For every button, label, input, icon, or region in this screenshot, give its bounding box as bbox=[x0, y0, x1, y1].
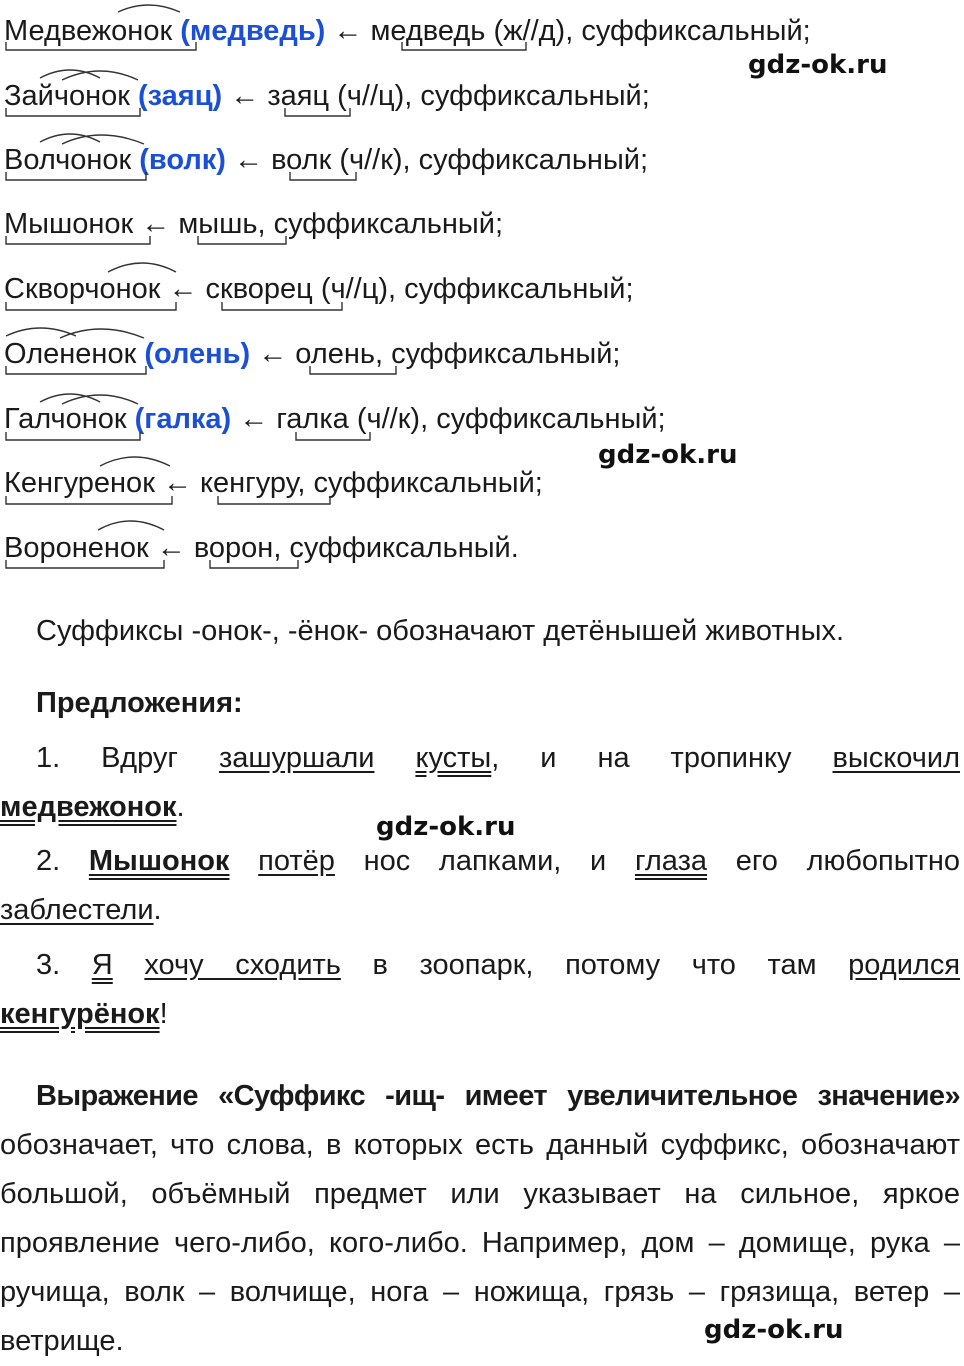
sentence-number: 3. bbox=[36, 949, 61, 981]
base-word: волк bbox=[271, 144, 332, 176]
source-word: (медведь) bbox=[180, 15, 326, 47]
sentence-number: 2. bbox=[36, 845, 61, 877]
note: (ч//ц), суффиксальный; bbox=[312, 273, 634, 305]
predicate: заблестели bbox=[0, 894, 154, 926]
derivation-line bbox=[4, 401, 666, 437]
arrow-icon: ← bbox=[239, 403, 269, 435]
sentence-number: 1. bbox=[36, 742, 61, 774]
predicate: выскочил bbox=[832, 742, 960, 774]
note: , суффиксальный; bbox=[374, 338, 621, 370]
sentence-line bbox=[0, 837, 960, 886]
base-word: кенгуру bbox=[200, 467, 298, 499]
base-word: ворон bbox=[193, 532, 274, 564]
base-word: олень bbox=[295, 338, 375, 370]
subject: кусты bbox=[415, 742, 492, 774]
note: , суффиксальный. bbox=[273, 532, 519, 564]
watermark: gdz-ok.ru bbox=[598, 440, 738, 470]
derivation-line bbox=[4, 271, 634, 307]
predicate: потёр bbox=[258, 845, 335, 877]
expression-heading: Выражение «Суффикс -ищ- имеет увеличительное значение» bbox=[36, 1080, 960, 1112]
subject: Мышонок bbox=[88, 845, 230, 877]
word: нос лапками, и bbox=[363, 845, 607, 877]
sentence-1 bbox=[0, 734, 960, 832]
derived-word: Кенгуренок bbox=[4, 467, 155, 499]
note: , суффиксальный; bbox=[257, 208, 504, 240]
derived-word: Галчонок bbox=[4, 403, 127, 435]
source-word: (галка) bbox=[134, 403, 232, 435]
arrow-icon: ← bbox=[333, 15, 363, 47]
derivation-line bbox=[4, 13, 811, 49]
base-word: скворец bbox=[205, 273, 313, 305]
subject: кенгурёнок bbox=[0, 998, 160, 1030]
arrow-icon: ← bbox=[234, 144, 264, 176]
note: , суффиксальный; bbox=[297, 467, 543, 499]
punctuation: ! bbox=[159, 998, 168, 1030]
derivation-line bbox=[4, 336, 620, 372]
sentence-3 bbox=[0, 941, 960, 1039]
base-word: галка bbox=[276, 403, 349, 435]
sentence-line bbox=[0, 941, 960, 990]
derivation-line bbox=[4, 78, 650, 114]
source-word: (заяц) bbox=[137, 80, 223, 112]
predicate: хочу сходить bbox=[144, 949, 341, 981]
expression-paragraph bbox=[0, 1072, 960, 1366]
sentence-line bbox=[0, 734, 960, 783]
suffix-arc-icon bbox=[40, 70, 100, 78]
sentences-heading: Предложения: bbox=[36, 687, 243, 719]
derivation-line bbox=[4, 530, 519, 566]
base-word: заяц bbox=[267, 80, 330, 112]
derived-word: Зайчонок bbox=[4, 80, 130, 112]
word: , и на тропинку bbox=[491, 742, 792, 774]
derived-word: Волчонок bbox=[4, 144, 132, 176]
derivation-line bbox=[4, 142, 648, 178]
predicate: зашуршали bbox=[218, 742, 375, 774]
derived-word: Олененок bbox=[4, 338, 137, 370]
suffix-arc-icon bbox=[40, 134, 100, 142]
predicate: родился bbox=[848, 949, 961, 981]
arrow-icon: ← bbox=[162, 467, 192, 499]
sentence-2 bbox=[0, 837, 960, 935]
note: (ч//к), суффиксальный; bbox=[348, 403, 666, 435]
derived-word: Скворчонок bbox=[4, 273, 161, 305]
derived-word: Вороненок bbox=[4, 532, 149, 564]
note: (ж//д), суффиксальный; bbox=[485, 15, 811, 47]
base-word: мышь bbox=[178, 208, 258, 240]
derived-word: Мышонок bbox=[4, 208, 134, 240]
subject: глаза bbox=[634, 845, 708, 877]
derivation-line bbox=[4, 465, 543, 501]
suffix-arc-icon bbox=[118, 5, 180, 12]
punctuation: . bbox=[153, 894, 162, 926]
watermark: gdz-ok.ru bbox=[376, 812, 516, 842]
word: его любопытно bbox=[735, 845, 961, 877]
word: Вдруг bbox=[101, 742, 178, 774]
suffix-arc-icon bbox=[98, 521, 164, 530]
punctuation: . bbox=[176, 791, 185, 823]
derived-word: Медвежонок bbox=[4, 15, 173, 47]
watermark: gdz-ok.ru bbox=[704, 1315, 844, 1345]
derivation-line bbox=[4, 206, 503, 242]
subject: медвежонок bbox=[0, 791, 177, 823]
note: (ч//ц), суффиксальный; bbox=[329, 80, 650, 112]
note: (ч//к), суффиксальный; bbox=[331, 144, 649, 176]
subject: Я bbox=[91, 949, 113, 981]
suffix-arc-icon bbox=[6, 328, 76, 336]
source-word: (олень) bbox=[144, 338, 251, 370]
watermark: gdz-ok.ru bbox=[748, 50, 888, 80]
arrow-icon: ← bbox=[230, 80, 260, 112]
word: в зоопарк, потому что там bbox=[372, 949, 817, 981]
expression-text: обозначает, что слова, в которых есть данный суффикс, обозначают большой, объёмный предмет или указывает на сильное, яркое проявление чего-либо, кого-либо. Например, дом – домище, рука – ручища, волк – волчище, нога – ножища, грязь – грязища, ветер – ветрище. bbox=[0, 1129, 960, 1357]
arrow-icon: ← bbox=[156, 532, 186, 564]
source-word: (волк) bbox=[139, 144, 226, 176]
arrow-icon: ← bbox=[168, 273, 198, 305]
suffix-note: Суффиксы -онок-, -ёнок- обозначают детёнышей животных. bbox=[36, 615, 845, 647]
arrow-icon: ← bbox=[141, 208, 171, 240]
arrow-icon: ← bbox=[258, 338, 288, 370]
base-word: медведь bbox=[370, 15, 486, 47]
